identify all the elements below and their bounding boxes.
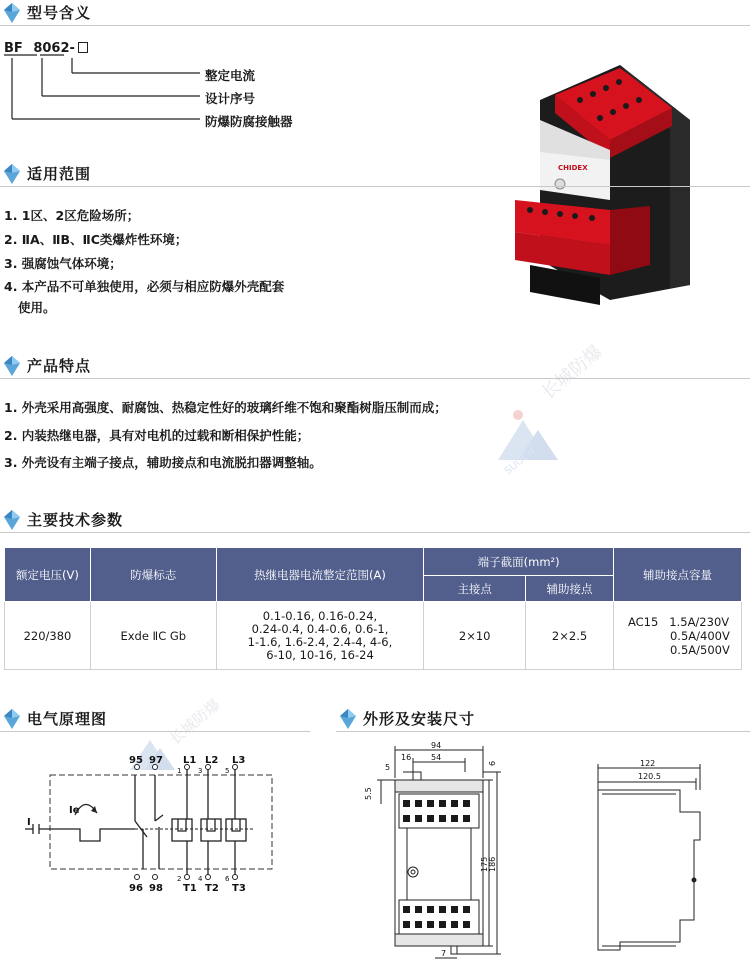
diamond-bullet-icon [339,708,357,730]
terminal-label-95: 95 [129,755,143,766]
model-placeholder-box [78,42,88,53]
model-label-current: 整定电流 [205,68,256,83]
front-view-drawing [365,742,505,964]
scope-item: 4. 本产品不可单独使用，必须与相应防爆外壳配套 [4,279,285,294]
model-label-type: 防爆防腐接触器 [205,114,293,129]
td-ex-mark: Exde ⅡC Gb [90,602,216,670]
th-ex-mark: 防爆标志 [90,548,216,602]
diamond-bullet-icon [3,2,21,24]
diamond-bullet-icon [3,163,21,185]
section-title: 主要技术参数 [27,511,124,529]
electrical-schematic [25,755,285,895]
section-divider [0,186,750,187]
dim-label: 6 [488,760,497,766]
terminal-label-97: 97 [149,755,163,766]
aux-capacity-line: 0.5A/400V [669,628,730,643]
current-range-line: 0.24-0.4, 0.4-0.6, 0.6-1, [251,621,389,636]
diamond-bullet-icon [3,708,21,730]
dim-label: 94 [431,741,442,750]
feature-item: 3. 外壳设有主端子接点，辅助接点和电流脱扣器调整轴。 [4,455,322,470]
dim-label: 7 [441,949,447,958]
section-divider [0,378,750,379]
terminal-label-l3: L3 [232,755,246,766]
dim-label: 16 [401,753,412,762]
section-divider [0,532,750,533]
th-aux: 辅助接点 [526,576,614,602]
model-label-design: 设计序号 [205,91,256,106]
terminal-label-t1: T1 [183,883,197,894]
input-label: I [27,817,31,828]
current-range-line: 1-1.6, 1.6-2.4, 2.4-4, 4-6, [247,634,393,649]
product-brand: CHIDEX [558,164,588,172]
dim-label: 5 [385,763,391,772]
th-terminal: 端子截面(mm²) [424,548,614,576]
terminal-label-t3: T3 [232,883,246,894]
td-aux-capacity [613,602,741,670]
dim-label: 175 [480,856,489,872]
model-number: 8062 [33,41,70,56]
terminal-num: 6 [225,875,230,883]
section-title: 电气原理图 [27,710,108,728]
th-voltage: 额定电压(V) [5,548,91,602]
section-divider [0,25,750,26]
watermark-latin: SUOCH [502,445,538,478]
terminal-label-l2: L2 [205,755,219,766]
current-range-line: 0.1-0.16, 0.16-0.24, [262,608,378,623]
aux-capacity-line: 0.5A/500V [669,642,730,657]
td-main: 2×10 [424,602,526,670]
section-divider [336,731,750,732]
terminal-label-98: 98 [149,883,163,894]
terminal-label-l1: L1 [183,755,197,766]
section-model-meaning [0,0,750,26]
watermark-text: 长城防爆 [166,695,224,749]
terminal-num: 4 [198,875,203,883]
diamond-bullet-icon [3,509,21,531]
terminal-num: 1 [177,767,182,775]
model-prefix: BF [4,41,23,56]
terminal-num: 3 [198,767,203,775]
model-dash: - [69,41,75,56]
terminal-label-96: 96 [129,883,143,894]
dim-label: 54 [431,753,442,762]
section-dimensions [336,706,750,732]
section-features [0,353,750,379]
th-aux-capacity: 辅助接点容量 [613,548,741,602]
feature-item: 2. 内装热继电器，具有对电机的过载和断相保护性能； [4,428,310,443]
side-view-drawing [590,760,710,960]
terminal-num: 2 [177,875,182,883]
td-voltage: 220/380 [5,602,91,670]
dim-label: 186 [488,856,497,872]
dim-label: 122 [640,759,656,768]
section-scope [0,161,750,187]
section-title: 产品特点 [27,357,92,375]
th-main: 主接点 [424,576,526,602]
terminal-label-t2: T2 [205,883,219,894]
section-title: 适用范围 [27,165,92,183]
feature-item: 1. 外壳采用高强度、耐腐蚀、热稳定性好的玻璃纤维不饱和聚酯树脂压制而成； [4,400,447,415]
td-aux: 2×2.5 [526,602,614,670]
aux-capacity-line: AC15 1.5A/230V [627,614,730,629]
dim-label: 120.5 [638,772,661,781]
current-range-line: 6-10, 10-16, 16-24 [266,647,374,662]
section-title: 型号含义 [27,4,92,22]
brand-watermark [478,340,618,480]
model-code [4,41,88,56]
th-current-range: 热继电器电流整定范围(A) [216,548,424,602]
current-label: Ie [69,805,80,816]
scope-item: 3. 强腐蚀气体环境； [4,256,122,271]
section-tech-params [0,507,750,533]
diamond-bullet-icon [3,355,21,377]
dim-label: 5.5 [364,787,373,800]
watermark-text: 长城防爆 [537,341,607,404]
section-title: 外形及安装尺寸 [363,710,476,728]
td-current-range [216,602,424,670]
scope-item: 1. 1区、2区危险场所； [4,208,140,223]
model-callout-lines [0,55,210,135]
terminal-num: 5 [225,767,230,775]
scope-item-continued: 使用。 [18,300,56,315]
spec-table [4,547,742,670]
scope-item: 2. ⅡA、ⅡB、ⅡC类爆炸性环境； [4,232,188,247]
